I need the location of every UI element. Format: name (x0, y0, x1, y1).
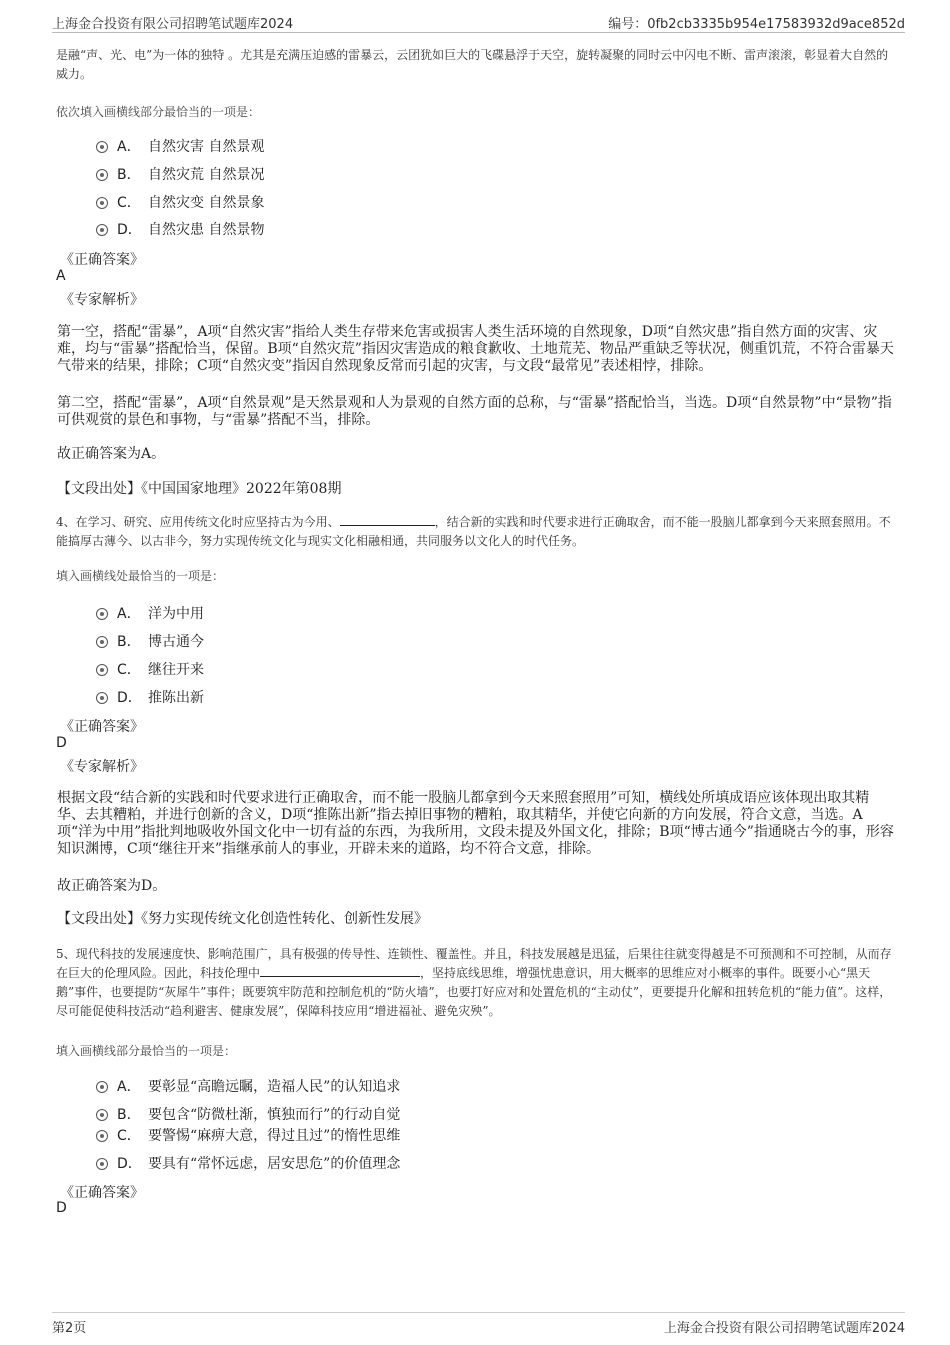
radio-icon[interactable] (96, 664, 108, 676)
radio-icon[interactable] (96, 1081, 108, 1093)
q3-analysis-label: 《专家解析》 (60, 292, 144, 308)
q4-stem-part2: ，结合新的实践和时代要求进行正确取舍，而不能一股脑儿都拿到今天来照套照用。不能搞厚古薄今、以古非今，努力实现传统文化与现实文化相融相通，共同服务以文化人的时代任务。 (56, 515, 891, 548)
header-title: 上海金合投资有限公司招聘笔试题库2024 (52, 17, 294, 32)
radio-icon[interactable] (96, 197, 108, 209)
q3-source: 【文段出处】《中国国家地理》2022年第08期 (57, 481, 342, 497)
option-letter: A． (117, 606, 141, 622)
q4-blank (340, 513, 435, 526)
q3-answer: A (56, 268, 66, 284)
radio-icon[interactable] (96, 692, 108, 704)
option-letter: A． (117, 139, 141, 155)
option-text: 自然灾变 自然景象 (148, 195, 265, 211)
radio-icon[interactable] (96, 169, 108, 181)
option-letter: D． (117, 222, 142, 238)
q3-conclusion: 故正确答案为A。 (57, 446, 166, 462)
q3-prompt: 依次填入画横线部分最恰当的一项是： (56, 105, 261, 119)
radio-icon[interactable] (96, 224, 108, 236)
q4-source: 【文段出处】《努力实现传统文化创造性转化、创新性发展》 (57, 911, 428, 927)
radio-icon[interactable] (96, 636, 108, 648)
option-letter: A． (117, 1079, 141, 1095)
option-text: 自然灾害 自然景观 (148, 139, 265, 155)
radio-icon[interactable] (96, 141, 108, 153)
option-text: 自然灾荒 自然景况 (148, 167, 265, 183)
q5-blank (260, 964, 420, 977)
q4-stem-part1: 4、在学习、研究、应用传统文化时应坚持古为今用、 (56, 515, 340, 529)
q5-answer: D (56, 1200, 67, 1216)
option-letter: C． (117, 662, 141, 678)
q4-answer-label: 《正确答案》 (60, 719, 144, 735)
q3-passage-tail: 是融“声、光、电”为一体的独特 。尤其是充满压迫感的雷暴云，云团犹如巨大的飞碟悬浮于天空，旋转凝聚的同时云中闪电不断、雷声滚滚，彰显着大自然的威力。 (56, 48, 889, 81)
option-text: 要包含“防微杜渐，慎独而行”的行动自觉 (148, 1107, 401, 1123)
header-serial: 编号：0fb2cb3335b954e17583932d9ace852d (608, 17, 905, 32)
option-text: 自然灾患 自然景物 (148, 222, 265, 238)
q4-analysis-label: 《专家解析》 (60, 759, 144, 775)
q4-answer: D (56, 735, 67, 751)
q3-analysis-p1: 第一空，搭配“雷暴”，A项“自然灾害”指给人类生存带来危害或损害人类生活环境的自然现象，D项“自然灾患”指自然方面的灾害、灾难，均与“雷暴”搭配恰当，保留。B项“自然灾荒”指因灾害造成的粮食歉收、土地荒芜、物品严重缺乏等状况，侧重饥荒，不符合雷暴天气带来的结果，排除；C项“自然灾变”指因自然现象反常而引起的灾害，与文段“最常见”表述相悖，排除。 (57, 324, 894, 374)
q3-analysis-p2: 第二空，搭配“雷暴”，A项“自然景观”是天然景观和人为景观的自然方面的总称，与“雷暴”搭配恰当，当选。D项“自然景物”中“景物”指可供观赏的景色和事物，与“雷暴”搭配不当，排除。 (57, 395, 892, 428)
footer-title: 上海金合投资有限公司招聘笔试题库2024 (663, 1321, 905, 1336)
page-number: 第2页 (52, 1321, 87, 1336)
option-letter: C． (117, 1128, 141, 1144)
q5-stem (56, 945, 896, 1021)
page-header (52, 10, 905, 33)
q4-stem (56, 513, 896, 551)
option-text: 要彰显“高瞻远瞩，造福人民”的认知追求 (148, 1079, 401, 1095)
option-letter: B． (117, 1107, 141, 1123)
option-text: 要具有“常怀远虑，居安思危”的价值理念 (148, 1156, 401, 1172)
q5-answer-label: 《正确答案》 (60, 1185, 144, 1201)
option-text: 推陈出新 (148, 690, 204, 706)
q4-conclusion: 故正确答案为D。 (57, 878, 167, 894)
q5-stem-part1: 5、现代科技的发展速度快、影响范围广，具有极强的传导性、连锁性、覆盖性。并且，科技发展越是迅猛，后果往往就变得越是不可预测和不可控制，从而存在巨大的伦理风险。因此，科技伦理中 (56, 947, 892, 980)
radio-icon[interactable] (96, 1130, 108, 1142)
radio-icon[interactable] (96, 1109, 108, 1121)
option-text: 博古通今 (148, 634, 204, 650)
radio-icon[interactable] (96, 608, 108, 620)
option-text: 继往开来 (148, 662, 204, 678)
q5-prompt: 填入画横线部分最恰当的一项是： (56, 1044, 237, 1058)
option-text: 洋为中用 (148, 606, 204, 622)
q5-stem-part2: ，坚持底线思维，增强忧患意识，用大概率的思维应对小概率的事件。既要小心“黑天鹅”事件，也要提防“灰犀牛”事件；既要筑牢防范和控制危机的“防火墙”，也要打好应对和处置危机的“主动仗”，更要提升化解和扭转危机的“能力值”。这样，尽可能促使科技活动“趋利避害、健康发展”，保障科技应用“增进福祉、避免灾殃”。 (56, 966, 892, 1018)
option-letter: C． (117, 195, 141, 211)
q3-answer-label: 《正确答案》 (60, 252, 144, 268)
radio-icon[interactable] (96, 1158, 108, 1170)
q4-prompt: 填入画横线处最恰当的一项是： (56, 569, 225, 583)
option-letter: D． (117, 690, 142, 706)
option-text: 要警惕“麻痹大意，得过且过”的惰性思维 (148, 1128, 401, 1144)
option-letter: B． (117, 634, 141, 650)
page-footer (52, 1312, 905, 1337)
option-letter: B． (117, 167, 141, 183)
q4-analysis-p1: 根据文段“结合新的实践和时代要求进行正确取舍，而不能一股脑儿都拿到今天来照套照用”可知，横线处所填成语应该体现出取其精华、去其糟粕，并进行创新的含义，D项“推陈出新”指去掉旧事物的糟粕，取其精华，并使它向新的方向发展，符合文意，当选。A项“洋为中用”指批判地吸收外国文化中一切有益的东西，为我所用，文段未提及外国文化，排除；B项“博古通今”指通晓古今的事，形容知识渊博，C项“继往开来”指继承前人的事业，开辟未来的道路，均不符合文意，排除。 (57, 790, 894, 857)
option-letter: D． (117, 1156, 142, 1172)
